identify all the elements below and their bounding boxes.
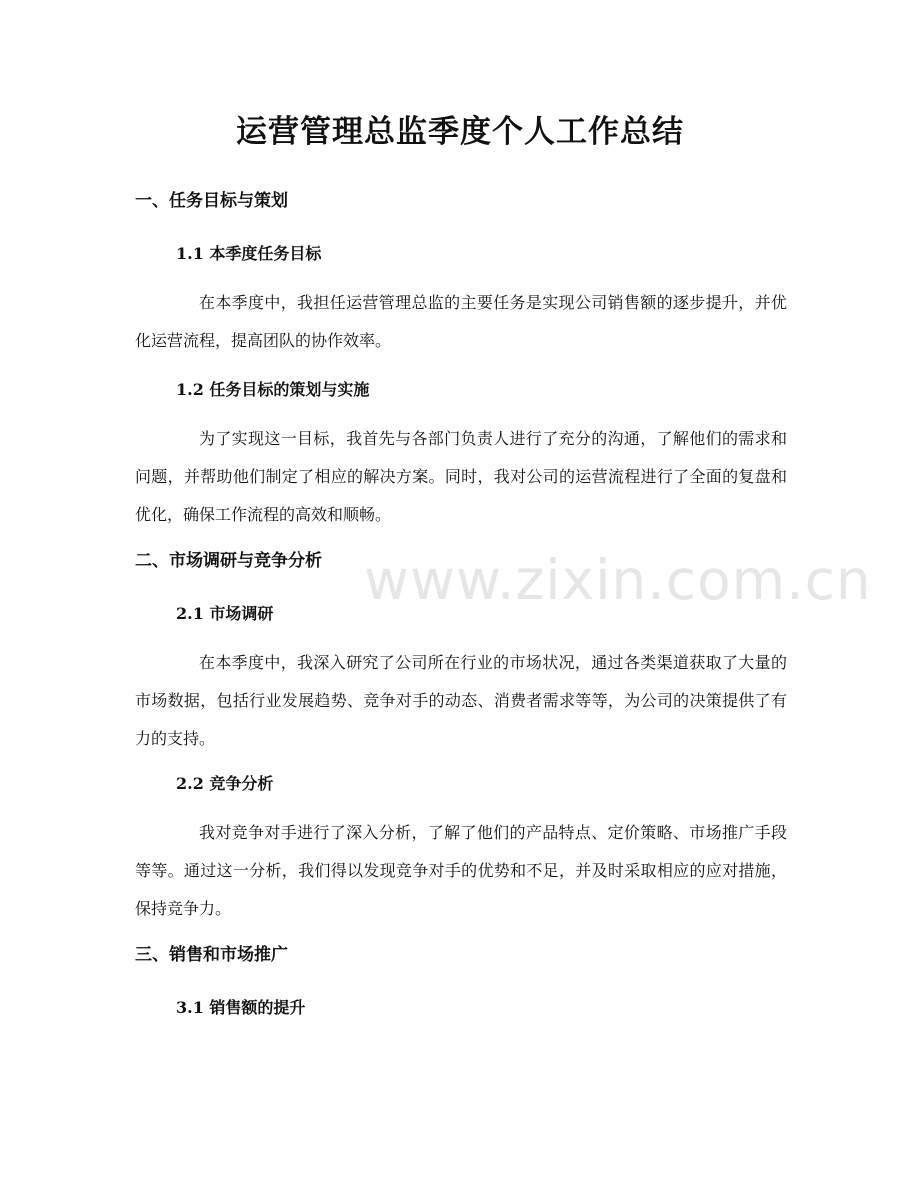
section-heading-1: 一、任务目标与策划 [135, 191, 288, 211]
paragraph-2-1: 在本季度中，我深入研究了公司所在行业的市场状况，通过各类渠道获取了大量的市场数据，包括行业发展趋势、竞争对手的动态、消费者需求等等，为公司的决策提供了有力的支持。 [135, 653, 787, 748]
watermark-text: www.zixin.com.cn [364, 548, 872, 612]
subsection-heading-2-1: 2.1 市场调研 [176, 604, 274, 623]
paragraph-1-2: 为了实现这一目标，我首先与各部门负责人进行了充分的沟通，了解他们的需求和问题，并帮助他们制定了相应的解决方案。同时，我对公司的运营流程进行了全面的复盘和优化，确保工作流程的高效和顺畅。 [135, 429, 787, 524]
document-title: 运营管理总监季度个人工作总结 [236, 114, 684, 150]
section-heading-2: 二、市场调研与竞争分析 [135, 551, 322, 571]
subsection-heading-1-2: 1.2 任务目标的策划与实施 [176, 380, 370, 399]
subsection-heading-1-1: 1.1 本季度任务目标 [176, 244, 322, 263]
section-heading-3: 三、销售和市场推广 [135, 945, 288, 965]
paragraph-1-1: 在本季度中，我担任运营管理总监的主要任务是实现公司销售额的逐步提升，并优化运营流程，提高团队的协作效率。 [135, 293, 787, 350]
subsection-heading-3-1: 3.1 销售额的提升 [176, 998, 306, 1017]
subsection-heading-2-2: 2.2 竞争分析 [176, 774, 274, 793]
paragraph-2-2: 我对竞争对手进行了深入分析，了解了他们的产品特点、定价策略、市场推广手段等等。通过这一分析，我们得以发现竞争对手的优势和不足，并及时采取相应的应对措施，保持竞争力。 [135, 823, 787, 918]
